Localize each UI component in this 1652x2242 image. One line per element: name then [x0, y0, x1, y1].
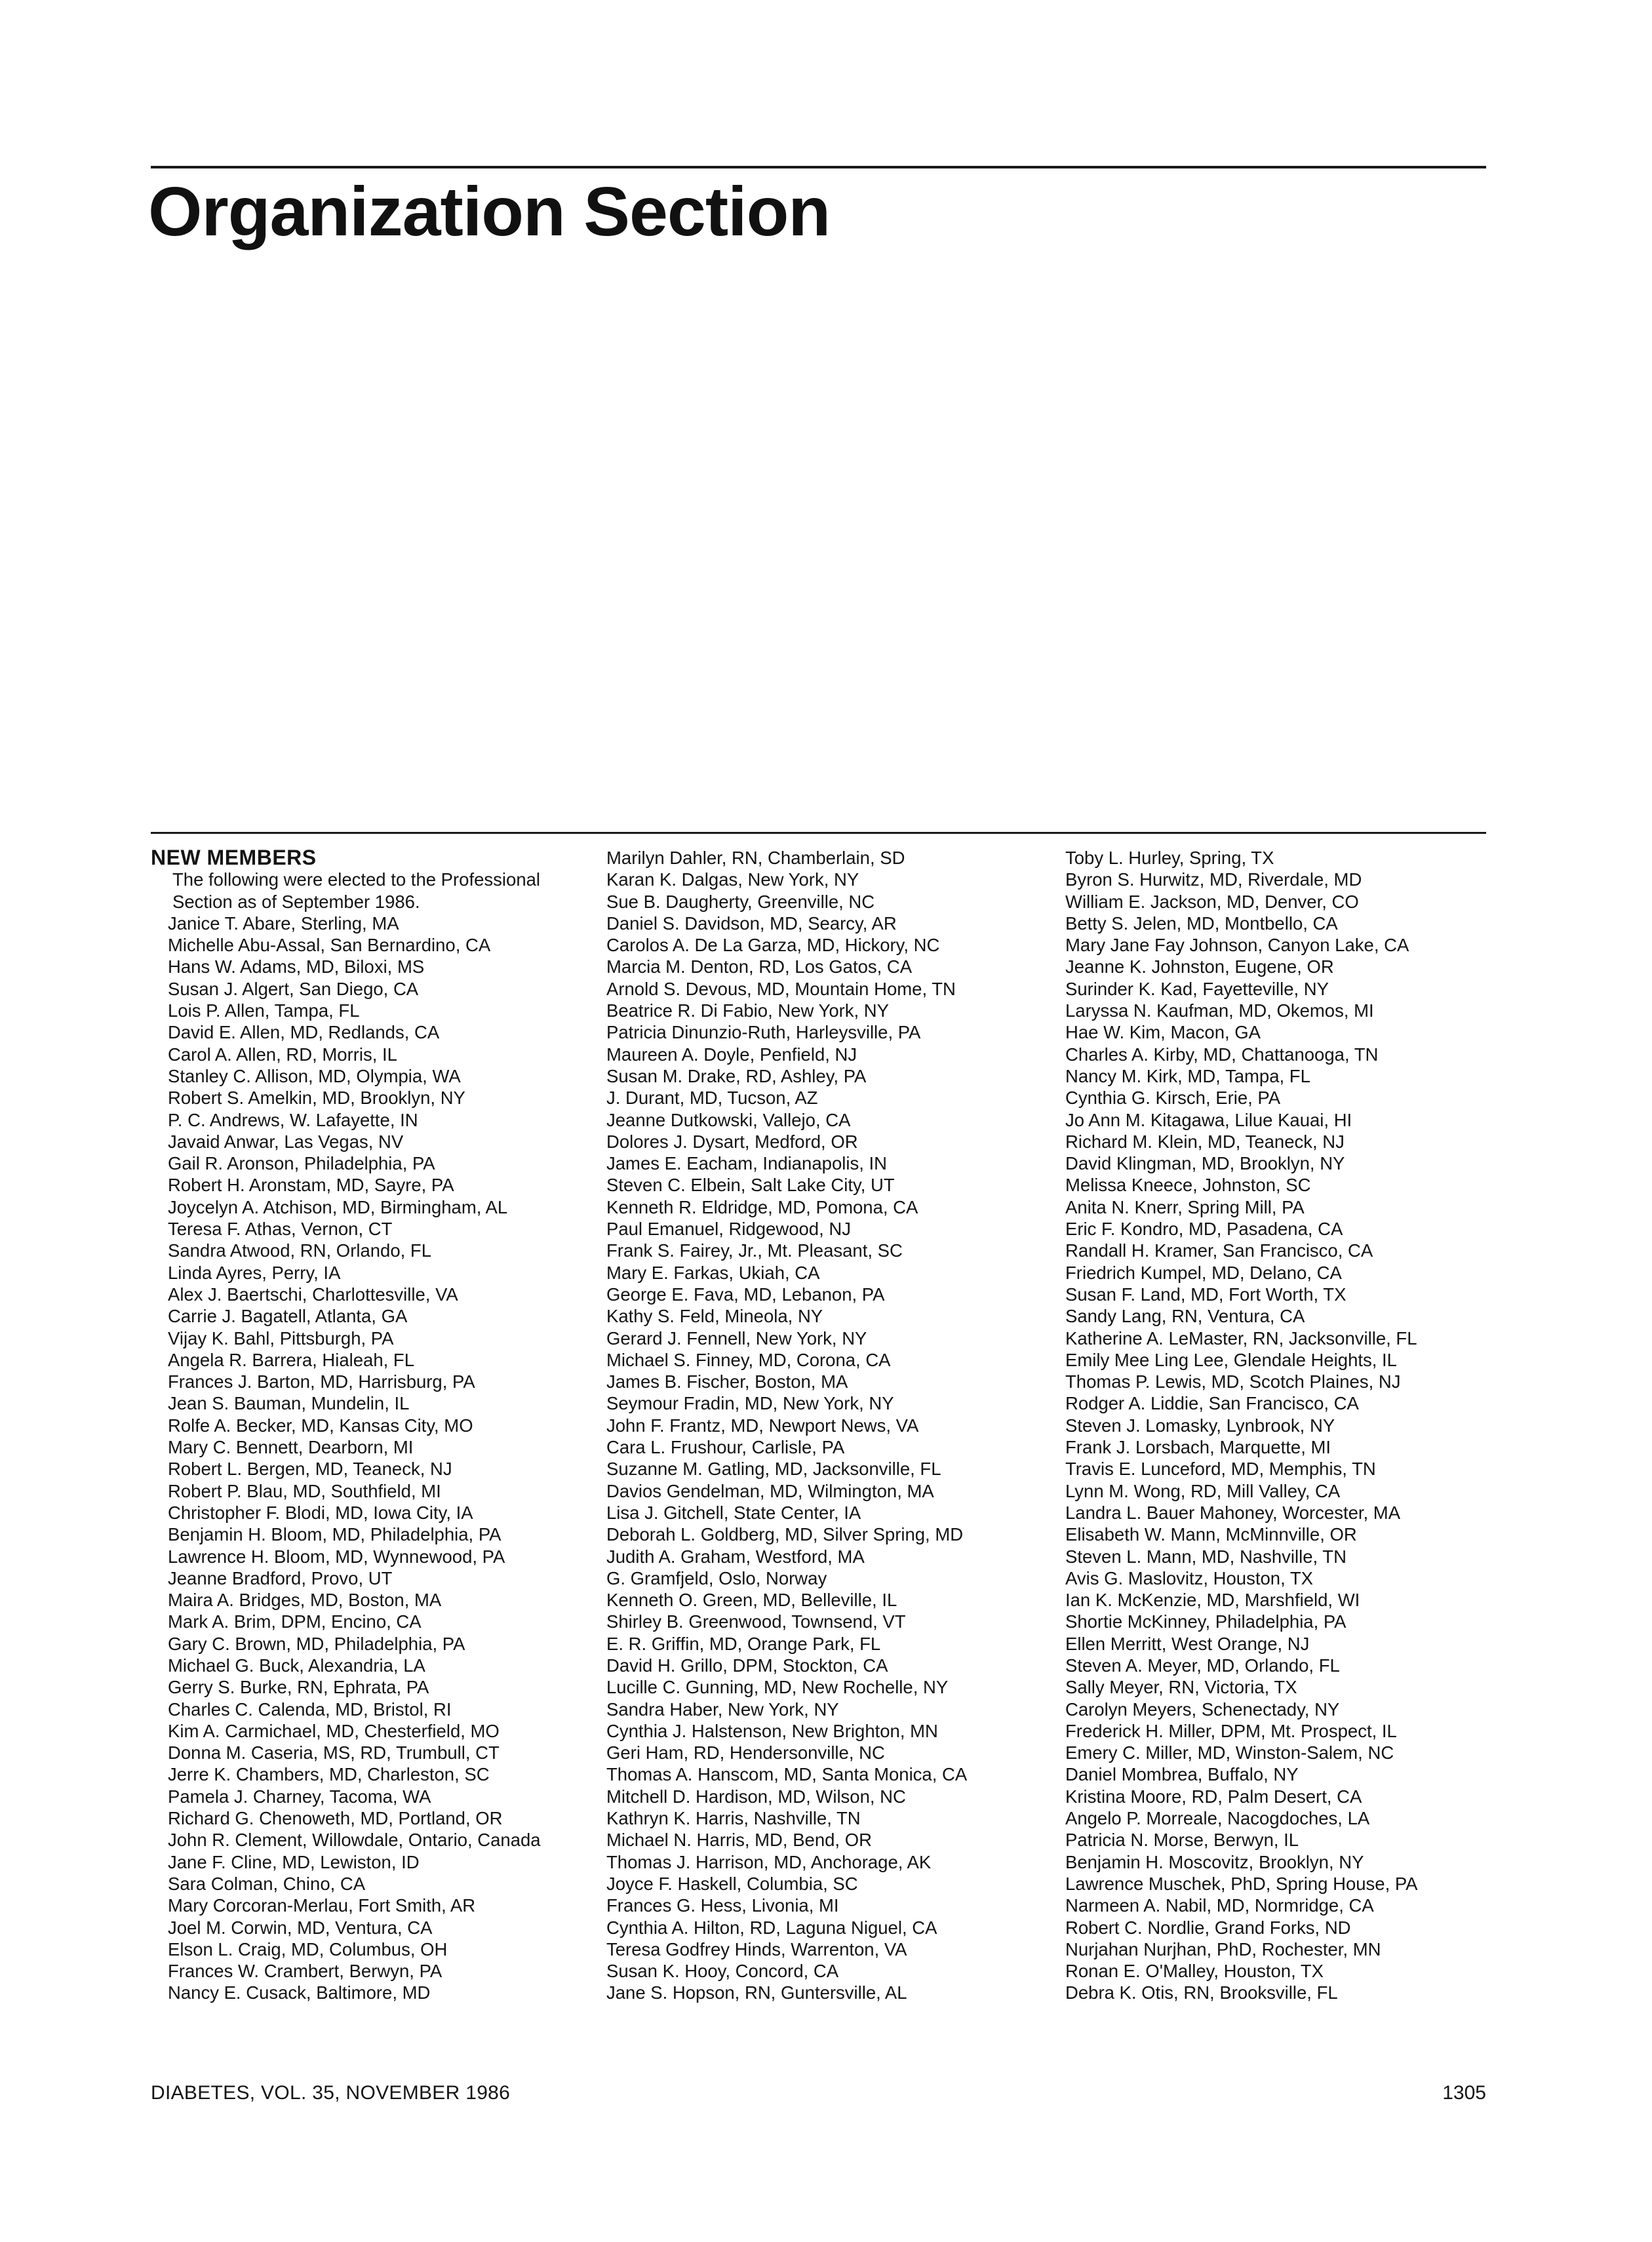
member-entry: Kathy S. Feld, Mineola, NY [606, 1306, 823, 1327]
members-column-2 [606, 847, 1026, 2004]
member-entry: Richard G. Chenoweth, MD, Portland, OR [168, 1808, 503, 1829]
member-entry: Emery C. Miller, MD, Winston-Salem, NC [1065, 1742, 1394, 1763]
member-entry: Lawrence H. Bloom, MD, Wynnewood, PA [168, 1546, 505, 1567]
section-divider [151, 832, 1486, 834]
member-entry: Sara Colman, Chino, CA [168, 1873, 366, 1894]
member-entry: Pamela J. Charney, Tacoma, WA [168, 1786, 431, 1807]
member-entry: Linda Ayres, Perry, IA [168, 1262, 341, 1283]
member-entry: Gerry S. Burke, RN, Ephrata, PA [168, 1677, 429, 1698]
member-entry: Friedrich Kumpel, MD, Delano, CA [1065, 1262, 1342, 1283]
member-entry: Jeanne Bradford, Provo, UT [168, 1567, 393, 1588]
member-entry: Thomas J. Harrison, MD, Anchorage, AK [606, 1851, 932, 1872]
member-entry: Sandra Haber, New York, NY [606, 1699, 839, 1720]
member-entry: Cara L. Frushour, Carlisle, PA [606, 1437, 845, 1458]
member-entry: David E. Allen, MD, Redlands, CA [168, 1022, 440, 1043]
member-entry: Randall H. Kramer, San Francisco, CA [1065, 1240, 1373, 1261]
member-entry: Elson L. Craig, MD, Columbus, OH [168, 1938, 448, 1959]
member-entry: Jane S. Hopson, RN, Guntersville, AL [606, 1982, 907, 2003]
member-entry: Michael S. Finney, MD, Corona, CA [606, 1349, 891, 1370]
member-entry: Surinder K. Kad, Fayetteville, NY [1065, 978, 1329, 999]
member-entry: Joel M. Corwin, MD, Ventura, CA [168, 1917, 433, 1938]
member-entry: Judith A. Graham, Westford, MA [606, 1546, 865, 1567]
member-entry: Richard M. Klein, MD, Teaneck, NJ [1065, 1131, 1345, 1152]
member-entry: Suzanne M. Gatling, MD, Jacksonville, FL [606, 1459, 941, 1480]
member-entry: Frank J. Lorsbach, Marquette, MI [1065, 1437, 1331, 1458]
member-entry: Stanley C. Allison, MD, Olympia, WA [168, 1065, 461, 1086]
members-column-3 [1065, 847, 1485, 2004]
member-entry: Donna M. Caseria, MS, RD, Trumbull, CT [168, 1742, 500, 1763]
member-entry: Maira A. Bridges, MD, Boston, MA [168, 1590, 442, 1611]
member-entry: William E. Jackson, MD, Denver, CO [1065, 891, 1359, 912]
member-entry: G. Gramfjeld, Oslo, Norway [606, 1567, 827, 1588]
member-entry: Melissa Kneece, Johnston, SC [1065, 1175, 1311, 1196]
member-entry: Nurjahan Nurjhan, PhD, Rochester, MN [1065, 1938, 1381, 1959]
member-entry: Jerre K. Chambers, MD, Charleston, SC [168, 1764, 490, 1785]
member-entry: Sandy Lang, RN, Ventura, CA [1065, 1306, 1305, 1327]
new-members-heading: NEW MEMBERS [151, 846, 317, 869]
member-entry: Jane F. Cline, MD, Lewiston, ID [168, 1851, 420, 1872]
member-entry: Katherine A. LeMaster, RN, Jacksonville, FL [1065, 1328, 1417, 1348]
member-entry: Shortie McKinney, Philadelphia, PA [1065, 1611, 1347, 1632]
member-entry: Frank S. Fairey, Jr., Mt. Pleasant, SC [606, 1240, 903, 1261]
member-entry: John R. Clement, Willowdale, Ontario, Canada [168, 1830, 541, 1851]
member-entry: Maureen A. Doyle, Penfield, NJ [606, 1044, 857, 1065]
top-rule [151, 166, 1486, 168]
member-entry: Robert H. Aronstam, MD, Sayre, PA [168, 1175, 454, 1196]
member-entry: Carolyn Meyers, Schenectady, NY [1065, 1699, 1340, 1720]
member-entry: Kenneth O. Green, MD, Belleville, IL [606, 1590, 897, 1611]
member-entry: Steven C. Elbein, Salt Lake City, UT [606, 1175, 895, 1196]
member-entry: Alex J. Baertschi, Charlottesville, VA [168, 1284, 458, 1305]
member-entry: Toby L. Hurley, Spring, TX [1065, 848, 1274, 868]
member-entry: Lucille C. Gunning, MD, New Rochelle, NY [606, 1677, 949, 1698]
member-entry: Mary Jane Fay Johnson, Canyon Lake, CA [1065, 935, 1409, 956]
member-entry: Anita N. Knerr, Spring Mill, PA [1065, 1196, 1305, 1217]
member-entry: Cynthia J. Halstenson, New Brighton, MN [606, 1720, 938, 1741]
member-entry: Charles A. Kirby, MD, Chattanooga, TN [1065, 1044, 1379, 1065]
member-entry: Joyce F. Haskell, Columbia, SC [606, 1873, 858, 1894]
member-entry: Javaid Anwar, Las Vegas, NV [168, 1131, 404, 1152]
member-entry: Narmeen A. Nabil, MD, Normridge, CA [1065, 1895, 1374, 1916]
member-entry: Gail R. Aronson, Philadelphia, PA [168, 1153, 435, 1174]
member-entry: Vijay K. Bahl, Pittsburgh, PA [168, 1328, 394, 1348]
member-entry: Karan K. Dalgas, New York, NY [606, 869, 859, 890]
member-entry: James E. Eacham, Indianapolis, IN [606, 1153, 887, 1174]
member-entry: David Klingman, MD, Brooklyn, NY [1065, 1153, 1345, 1174]
member-entry: P. C. Andrews, W. Lafayette, IN [168, 1109, 418, 1130]
member-entry: Patricia Dinunzio-Ruth, Harleysville, PA [606, 1022, 921, 1043]
member-entry: Debra K. Otis, RN, Brooksville, FL [1065, 1982, 1338, 2003]
member-entry: Geri Ham, RD, Hendersonville, NC [606, 1742, 885, 1763]
member-entry: Angela R. Barrera, Hialeah, FL [168, 1349, 415, 1370]
member-entry: Angelo P. Morreale, Nacogdoches, LA [1065, 1808, 1370, 1829]
members-list-3 [1065, 847, 1485, 2004]
member-entry: Robert P. Blau, MD, Southfield, MI [168, 1480, 441, 1501]
intro-line: The following were elected to the Professional [172, 869, 541, 890]
member-entry: Nancy E. Cusack, Baltimore, MD [168, 1982, 431, 2003]
member-entry: J. Durant, MD, Tucson, AZ [606, 1088, 818, 1109]
member-entry: Carol A. Allen, RD, Morris, IL [168, 1044, 397, 1065]
member-entry: Arnold S. Devous, MD, Mountain Home, TN [606, 978, 956, 999]
member-entry: Susan F. Land, MD, Fort Worth, TX [1065, 1284, 1347, 1305]
member-entry: Avis G. Maslovitz, Houston, TX [1065, 1567, 1314, 1588]
member-entry: Marilyn Dahler, RN, Chamberlain, SD [606, 848, 905, 868]
member-entry: Steven L. Mann, MD, Nashville, TN [1065, 1546, 1347, 1567]
member-entry: Mary Corcoran-Merlau, Fort Smith, AR [168, 1895, 476, 1916]
member-entry: Lynn M. Wong, RD, Mill Valley, CA [1065, 1480, 1341, 1501]
member-entry: Seymour Fradin, MD, New York, NY [606, 1393, 894, 1414]
member-entry: Teresa F. Athas, Vernon, CT [168, 1219, 393, 1240]
member-entry: Frances J. Barton, MD, Harrisburg, PA [168, 1371, 475, 1392]
member-entry: Nancy M. Kirk, MD, Tampa, FL [1065, 1065, 1310, 1086]
member-entry: Michael N. Harris, MD, Bend, OR [606, 1830, 872, 1851]
member-entry: Lisa J. Gitchell, State Center, IA [606, 1502, 861, 1523]
member-entry: Paul Emanuel, Ridgewood, NJ [606, 1219, 851, 1240]
member-entry: Susan J. Algert, San Diego, CA [168, 978, 419, 999]
member-entry: Jean S. Bauman, Mundelin, IL [168, 1393, 410, 1414]
member-entry: Mary C. Bennett, Dearborn, MI [168, 1437, 414, 1458]
member-entry: Ronan E. O'Malley, Houston, TX [1065, 1961, 1324, 1982]
member-entry: Steven A. Meyer, MD, Orlando, FL [1065, 1655, 1340, 1676]
member-entry: Kathryn K. Harris, Nashville, TN [606, 1808, 861, 1829]
member-entry: Susan K. Hooy, Concord, CA [606, 1961, 839, 1982]
member-entry: Betty S. Jelen, MD, Montbello, CA [1065, 913, 1338, 934]
member-entry: Jeanne Dutkowski, Vallejo, CA [606, 1109, 851, 1130]
member-entry: Carolos A. De La Garza, MD, Hickory, NC [606, 935, 940, 956]
journal-citation: DIABETES, VOL. 35, NOVEMBER 1986 [151, 2082, 511, 2104]
member-entry: Hae W. Kim, Macon, GA [1065, 1022, 1261, 1043]
member-entry: Frances W. Crambert, Berwyn, PA [168, 1961, 442, 1982]
member-entry: Robert L. Bergen, MD, Teaneck, NJ [168, 1459, 452, 1480]
member-entry: Gary C. Brown, MD, Philadelphia, PA [168, 1633, 465, 1654]
member-entry: Cynthia G. Kirsch, Erie, PA [1065, 1088, 1281, 1109]
member-entry: Daniel S. Davidson, MD, Searcy, AR [606, 913, 897, 934]
member-entry: Kenneth R. Eldridge, MD, Pomona, CA [606, 1196, 918, 1217]
member-entry: Shirley B. Greenwood, Townsend, VT [606, 1611, 906, 1632]
intro-line: Section as of September 1986. [172, 891, 420, 912]
member-entry: Frances G. Hess, Livonia, MI [606, 1895, 839, 1916]
member-entry: Charles C. Calenda, MD, Bristol, RI [168, 1699, 452, 1720]
member-entry: Lois P. Allen, Tampa, FL [168, 1000, 360, 1021]
member-entry: Kim A. Carmichael, MD, Chesterfield, MO [168, 1720, 500, 1741]
page-title: Organization Section [148, 173, 831, 250]
page-number: 1305 [1442, 2082, 1486, 2104]
member-entry: Frederick H. Miller, DPM, Mt. Prospect, IL [1065, 1720, 1397, 1741]
member-entry: John F. Frantz, MD, Newport News, VA [606, 1415, 919, 1436]
member-entry: Robert S. Amelkin, MD, Brooklyn, NY [168, 1088, 465, 1109]
member-entry: David H. Grillo, DPM, Stockton, CA [606, 1655, 888, 1676]
member-entry: Thomas P. Lewis, MD, Scotch Plaines, NJ [1065, 1371, 1401, 1392]
member-entry: Cynthia A. Hilton, RD, Laguna Niguel, CA [606, 1917, 937, 1938]
member-entry: Byron S. Hurwitz, MD, Riverdale, MD [1065, 869, 1362, 890]
member-entry: Dolores J. Dysart, Medford, OR [606, 1131, 858, 1152]
member-entry: Landra L. Bauer Mahoney, Worcester, MA [1065, 1502, 1401, 1523]
member-entry: Rolfe A. Becker, MD, Kansas City, MO [168, 1415, 473, 1436]
member-entry: Emily Mee Ling Lee, Glendale Heights, IL [1065, 1349, 1397, 1370]
member-entry: Gerard J. Fennell, New York, NY [606, 1328, 867, 1348]
member-entry: Kristina Moore, RD, Palm Desert, CA [1065, 1786, 1362, 1807]
member-entry: Sandra Atwood, RN, Orlando, FL [168, 1240, 432, 1261]
members-list-2 [606, 847, 1026, 2004]
members-list-1 [151, 913, 570, 2004]
member-entry: Beatrice R. Di Fabio, New York, NY [606, 1000, 890, 1021]
member-entry: Steven J. Lomasky, Lynbrook, NY [1065, 1415, 1335, 1436]
member-entry: Janice T. Abare, Sterling, MA [168, 913, 399, 934]
member-entry: Deborah L. Goldberg, MD, Silver Spring, MD [606, 1524, 964, 1545]
member-entry: Rodger A. Liddie, San Francisco, CA [1065, 1393, 1359, 1414]
member-entry: Hans W. Adams, MD, Biloxi, MS [168, 956, 425, 977]
member-entry: Davios Gendelman, MD, Wilmington, MA [606, 1480, 934, 1501]
member-entry: Travis E. Lunceford, MD, Memphis, TN [1065, 1459, 1376, 1480]
member-entry: Ellen Merritt, West Orange, NJ [1065, 1633, 1310, 1654]
member-entry: Eric F. Kondro, MD, Pasadena, CA [1065, 1219, 1343, 1240]
member-entry: Thomas A. Hanscom, MD, Santa Monica, CA [606, 1764, 968, 1785]
member-entry: Laryssa N. Kaufman, MD, Okemos, MI [1065, 1000, 1374, 1021]
member-entry: Sally Meyer, RN, Victoria, TX [1065, 1677, 1297, 1698]
member-entry: Joycelyn A. Atchison, MD, Birmingham, AL [168, 1196, 508, 1217]
member-entry: Marcia M. Denton, RD, Los Gatos, CA [606, 956, 913, 977]
member-entry: Robert C. Nordlie, Grand Forks, ND [1065, 1917, 1351, 1938]
member-entry: Patricia N. Morse, Berwyn, IL [1065, 1830, 1299, 1851]
member-entry: Daniel Mombrea, Buffalo, NY [1065, 1764, 1299, 1785]
member-entry: James B. Fischer, Boston, MA [606, 1371, 848, 1392]
member-entry: George E. Fava, MD, Lebanon, PA [606, 1284, 885, 1305]
member-entry: Michelle Abu-Assal, San Bernardino, CA [168, 935, 491, 956]
member-entry: Elisabeth W. Mann, McMinnville, OR [1065, 1524, 1357, 1545]
member-entry: Mitchell D. Hardison, MD, Wilson, NC [606, 1786, 906, 1807]
member-entry: Teresa Godfrey Hinds, Warrenton, VA [606, 1938, 907, 1959]
member-entry: Ian K. McKenzie, MD, Marshfield, WI [1065, 1590, 1360, 1611]
member-entry: Mary E. Farkas, Ukiah, CA [606, 1262, 820, 1283]
member-entry: Jo Ann M. Kitagawa, Lilue Kauai, HI [1065, 1109, 1352, 1130]
member-entry: Susan M. Drake, RD, Ashley, PA [606, 1065, 867, 1086]
member-entry: Benjamin H. Bloom, MD, Philadelphia, PA [168, 1524, 502, 1545]
member-entry: Lawrence Muschek, PhD, Spring House, PA [1065, 1873, 1418, 1894]
member-entry: Michael G. Buck, Alexandria, LA [168, 1655, 425, 1676]
member-entry: Benjamin H. Moscovitz, Brooklyn, NY [1065, 1851, 1364, 1872]
member-entry: Christopher F. Blodi, MD, Iowa City, IA [168, 1502, 473, 1523]
member-entry: E. R. Griffin, MD, Orange Park, FL [606, 1633, 881, 1654]
member-entry: Jeanne K. Johnston, Eugene, OR [1065, 956, 1334, 977]
member-entry: Mark A. Brim, DPM, Encino, CA [168, 1611, 422, 1632]
member-entry: Sue B. Daugherty, Greenville, NC [606, 891, 875, 912]
member-entry: Carrie J. Bagatell, Atlanta, GA [168, 1306, 408, 1327]
members-column-1 [151, 847, 570, 2004]
